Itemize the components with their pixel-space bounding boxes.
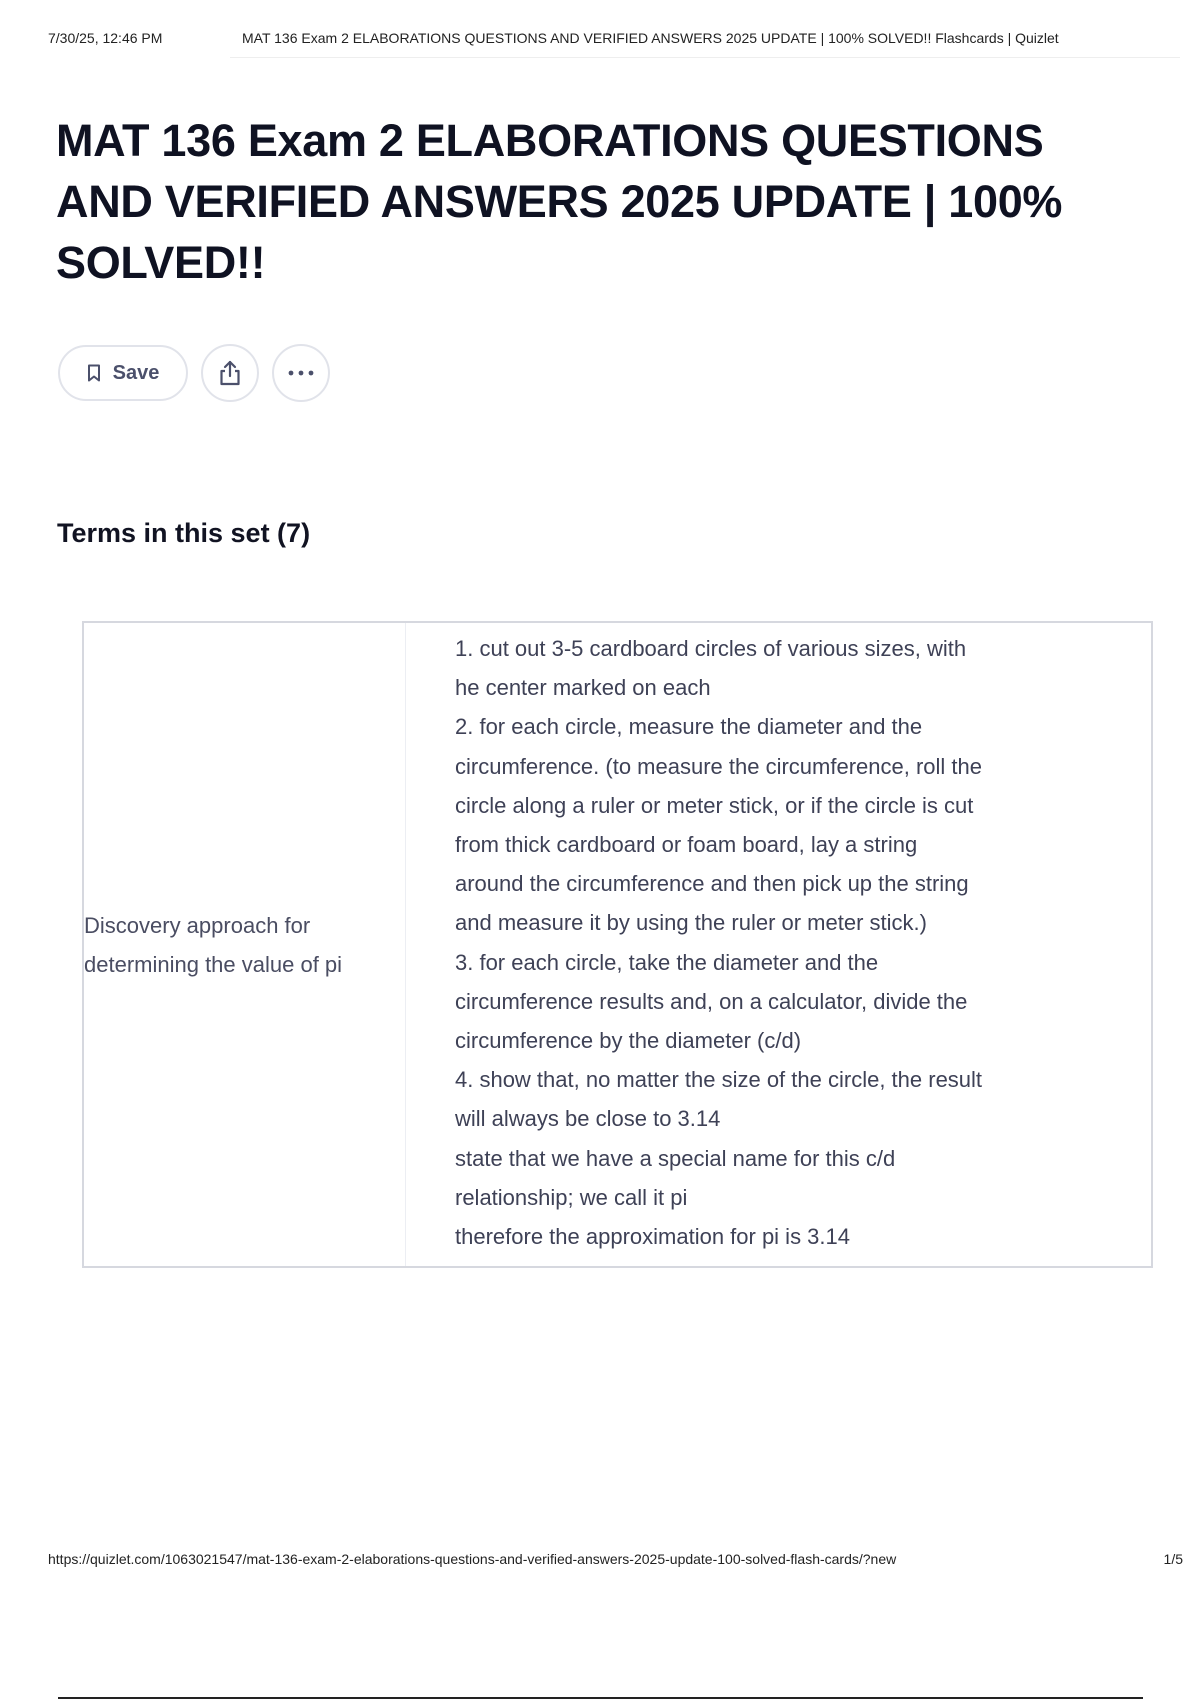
page-title: MAT 136 Exam 2 ELABORATIONS QUESTIONS AND VERIFIED ANSWERS 2025 UPDATE | 100% SOLVED!! bbox=[56, 115, 1063, 288]
more-options-icon bbox=[288, 370, 314, 376]
action-bar bbox=[58, 344, 330, 402]
print-document-title: MAT 136 Exam 2 ELABORATIONS QUESTIONS AND VERIFIED ANSWERS 2025 UPDATE | 100% SOLVED!! Flashcards | Quizlet bbox=[242, 30, 1059, 46]
definition-line: he center marked on each bbox=[455, 675, 711, 701]
definition-line: from thick cardboard or foam board, lay a string bbox=[455, 832, 918, 858]
flashcard-term-row bbox=[82, 621, 1153, 1268]
save-label: Save bbox=[112, 361, 160, 384]
header-divider bbox=[230, 57, 1180, 58]
page-number: 1/5 bbox=[1163, 1551, 1183, 1567]
definition-line: 2. for each circle, measure the diameter and the bbox=[455, 714, 923, 740]
more-options-button[interactable] bbox=[272, 344, 330, 402]
definition-line: circumference by the diameter (c/d) bbox=[455, 1028, 802, 1054]
term-column bbox=[84, 623, 406, 1266]
definition-line: around the circumference and then pick up the string bbox=[455, 871, 969, 897]
definition-line: and measure it by using the ruler or meter stick.) bbox=[455, 910, 927, 936]
definition-line: will always be close to 3.14 bbox=[455, 1106, 721, 1132]
print-header bbox=[48, 30, 1178, 46]
definition-line: 1. cut out 3-5 cardboard circles of various sizes, with bbox=[455, 636, 967, 661]
print-date: 7/30/25, 12:46 PM bbox=[48, 30, 163, 46]
definition-line: state that we have a special name for this c/d bbox=[455, 1145, 896, 1171]
definition-column bbox=[406, 623, 1151, 1266]
bookmark-icon bbox=[87, 364, 101, 382]
print-footer bbox=[48, 1551, 1183, 1567]
definition-line: circumference. (to measure the circumference, roll the bbox=[455, 753, 982, 779]
definition-line: 4. show that, no matter the size of the circle, the result bbox=[455, 1067, 983, 1093]
definition-line: 3. for each circle, take the diameter and the bbox=[455, 949, 879, 975]
term-text: Discovery approach for determining the value of pi bbox=[84, 912, 343, 977]
definition-line: circumference results and, on a calculator, divide the bbox=[455, 988, 968, 1014]
share-icon bbox=[218, 360, 242, 386]
bottom-divider bbox=[58, 1697, 1143, 1699]
definition-line: circle along a ruler or meter stick, or if the circle is cut bbox=[455, 792, 974, 818]
share-button[interactable] bbox=[201, 344, 259, 402]
save-button[interactable] bbox=[58, 345, 188, 401]
definition-line: relationship; we call it pi bbox=[455, 1184, 688, 1210]
terms-section-heading: Terms in this set (7) bbox=[57, 518, 311, 548]
print-url: https://quizlet.com/1063021547/mat-136-exam-2-elaborations-questions-and-verified-answers-2025-update-100-solved-flash-cards/?new bbox=[48, 1551, 897, 1567]
definition-line: therefore the approximation for pi is 3.14 bbox=[455, 1224, 851, 1250]
